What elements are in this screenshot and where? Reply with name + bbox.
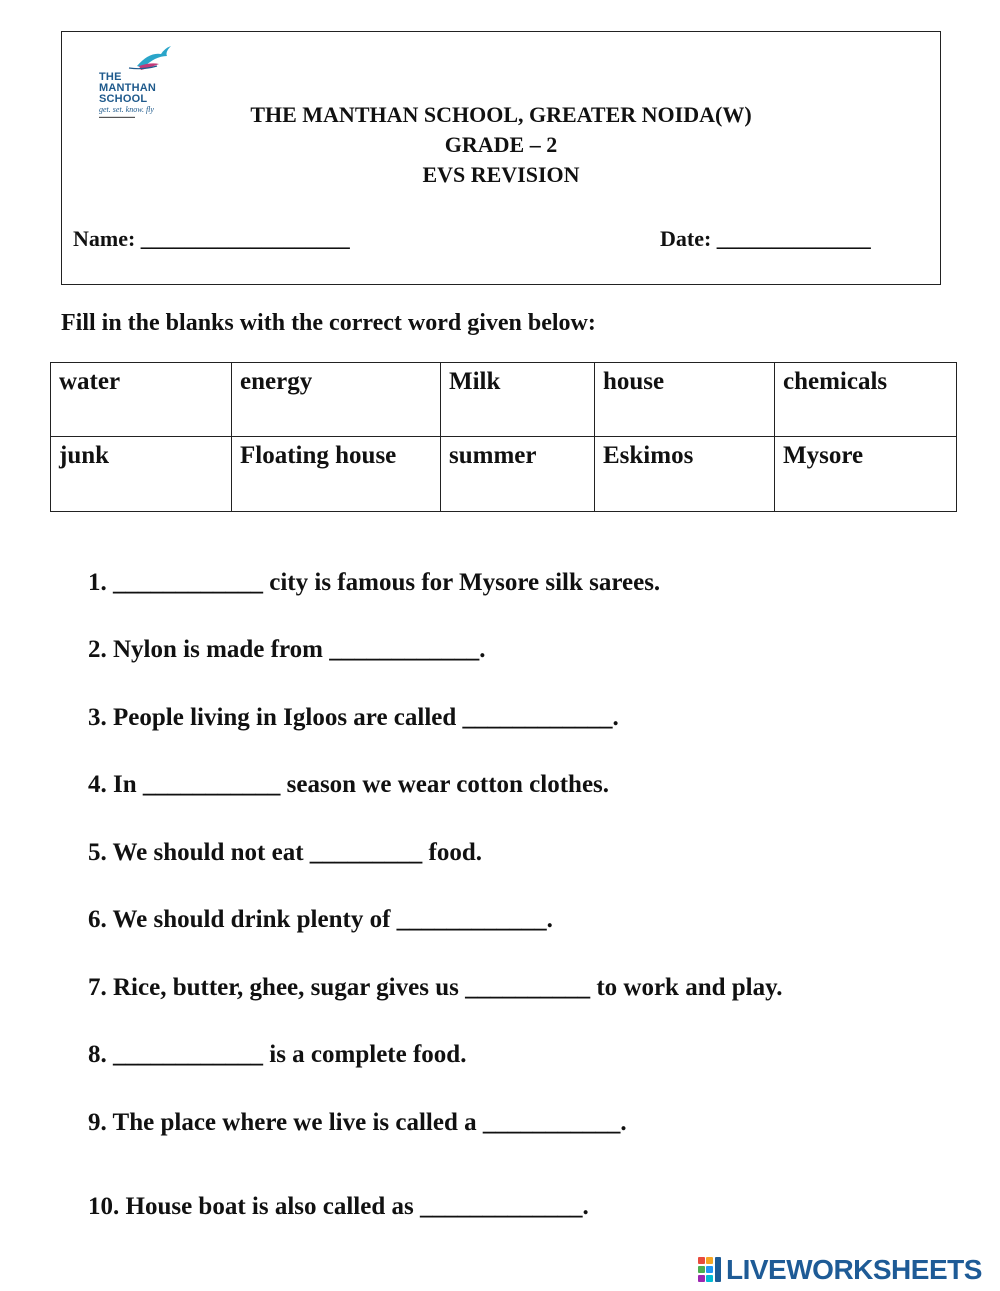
question-9[interactable]: 9. The place where we live is called a ___________. xyxy=(88,1109,627,1136)
worksheet-header xyxy=(61,31,941,285)
word-bank-cell: water xyxy=(51,363,232,437)
grade-title: GRADE – 2 xyxy=(444,132,558,157)
logo-line-1: THE xyxy=(99,71,122,83)
logo-line-2: MANTHAN xyxy=(99,82,157,94)
question-6[interactable]: 6. We should drink plenty of ____________. xyxy=(88,906,553,933)
word-bank-row xyxy=(51,363,957,437)
question-2[interactable]: 2. Nylon is made from ____________. xyxy=(88,636,486,663)
word-bank-cell: house xyxy=(595,363,775,437)
question-3[interactable]: 3. People living in Igloos are called ____________. xyxy=(88,704,619,731)
logo-fine-print: ▬▬▬▬▬▬▬▬▬ xyxy=(99,114,135,119)
question-10[interactable]: 10. House boat is also called as _____________. xyxy=(88,1193,589,1220)
bird-icon xyxy=(99,44,171,72)
liveworksheets-logo-icon xyxy=(698,1257,722,1283)
word-bank-cell: Floating house xyxy=(232,437,441,512)
school-name: THE MANTHAN SCHOOL, GREATER NOIDA(W) xyxy=(250,102,752,127)
instructions-text: Fill in the blanks with the correct word given below: xyxy=(61,310,596,336)
word-bank-cell: energy xyxy=(232,363,441,437)
name-field[interactable]: Name: ___________________ xyxy=(73,226,350,251)
liveworksheets-brand xyxy=(698,1255,982,1285)
word-bank-cell: chemicals xyxy=(775,363,957,437)
word-bank-cell: junk xyxy=(51,437,232,512)
date-field[interactable]: Date: ______________ xyxy=(660,226,871,251)
question-4[interactable]: 4. In ___________ season we wear cotton clothes. xyxy=(88,771,610,798)
word-bank-cell: summer xyxy=(441,437,595,512)
question-1[interactable]: 1. ____________ city is famous for Mysore silk sarees. xyxy=(88,569,661,596)
word-bank-cell: Milk xyxy=(441,363,595,437)
question-7[interactable]: 7. Rice, butter, ghee, sugar gives us __________ to work and play. xyxy=(88,974,783,1001)
word-bank-cell: Mysore xyxy=(775,437,957,512)
logo-line-3: SCHOOL xyxy=(99,93,148,105)
word-bank-cell: Eskimos xyxy=(595,437,775,512)
word-bank-table xyxy=(50,362,957,512)
question-8[interactable]: 8. ____________ is a complete food. xyxy=(88,1041,467,1068)
word-bank-row xyxy=(51,437,957,512)
liveworksheets-wordmark: LIVEWORKSHEETS xyxy=(726,1254,982,1285)
question-5[interactable]: 5. We should not eat _________ food. xyxy=(88,839,483,866)
logo-tagline: get. set. know. fly xyxy=(99,105,154,114)
subject-title: EVS REVISION xyxy=(422,162,580,187)
